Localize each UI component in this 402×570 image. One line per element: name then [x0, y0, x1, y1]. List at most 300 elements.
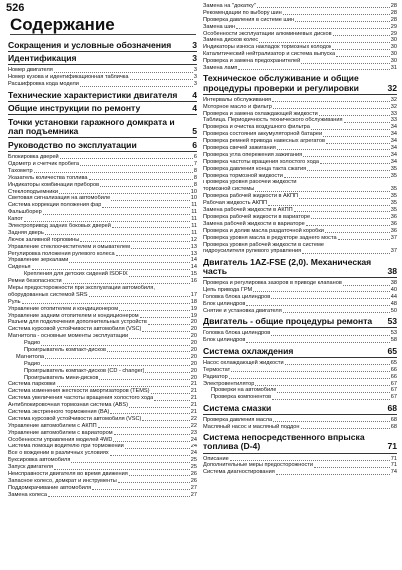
toc-entry-text: Интервалы обслуживания — [203, 96, 271, 103]
toc-entry-page: 27 — [190, 491, 197, 498]
toc-entry-page: 15 — [190, 271, 197, 278]
toc-dot-leader — [43, 214, 191, 215]
toc-entry-page: 20 — [190, 367, 197, 374]
toc-dot-leader — [89, 296, 190, 297]
toc-entry[interactable] — [8, 381, 197, 388]
toc-entry-text: Каталитический нейтрализатор и система выпуска — [203, 51, 336, 58]
toc-entry-page: 22 — [190, 415, 197, 422]
toc-entry[interactable] — [203, 193, 397, 200]
toc-entry-text: Проверка и долив масла раздаточной коробки — [203, 227, 324, 234]
toc-entry[interactable] — [203, 248, 397, 255]
toc-entry[interactable] — [8, 437, 197, 444]
toc-entry-page: 11 — [191, 223, 197, 229]
toc-dot-leader — [336, 56, 390, 57]
toc-dot-leader — [59, 193, 190, 194]
toc-section-heading[interactable] — [8, 91, 197, 100]
toc-dot-leader — [112, 227, 190, 228]
toc-dot-leader — [303, 156, 390, 157]
toc-entry[interactable] — [8, 223, 197, 230]
toc-entry-page: 20 — [190, 360, 197, 367]
toc-dot-leader — [129, 475, 190, 476]
toc-entry-text: Электровентилятор — [203, 380, 255, 387]
toc-entry[interactable] — [203, 462, 397, 469]
toc-entry-text: Проверка и регулировка зазоров в приводе клапанов — [203, 280, 342, 287]
toc-entry[interactable] — [203, 235, 397, 242]
toc-entry-page: 58 — [390, 337, 397, 344]
toc-entry-text: Головка блока цилиндров — [203, 293, 271, 300]
toc-entry[interactable] — [203, 159, 397, 166]
toc-entry[interactable] — [8, 154, 197, 161]
toc-entry-page: 71 — [390, 455, 397, 462]
toc-entry-text: Проверка компонентов — [211, 394, 272, 401]
toc-entry-page: 24 — [190, 450, 197, 457]
toc-entry[interactable] — [8, 464, 197, 471]
toc-entry-page: 44 — [390, 293, 397, 300]
toc-entry-text: Проверки на автомобиле — [211, 387, 277, 394]
toc-heading-page: 4 — [192, 89, 197, 100]
toc-entry[interactable] — [203, 58, 397, 65]
toc-dot-leader — [131, 248, 190, 249]
toc-dot-leader — [283, 312, 390, 313]
toc-entry-text: Запасное колесо, домкрат и инструменты — [8, 477, 117, 484]
toc-entry-page: 35 — [390, 172, 397, 179]
toc-entry-page: 26 — [190, 471, 197, 478]
toc-section-heading[interactable] — [8, 41, 197, 50]
toc-entry[interactable] — [203, 294, 397, 301]
toc-entry-text: Проверка рабочей жидкости в вариаторе — [203, 213, 311, 220]
toc-dot-leader — [89, 179, 193, 180]
toc-entry[interactable] — [8, 319, 197, 326]
toc-heading-text: Техническое обслуживание и общие процедуры проверки и регулировки — [203, 73, 359, 93]
toc-entry[interactable] — [8, 340, 197, 347]
toc-entry-page: 8 — [193, 181, 197, 188]
toc-entry-text: Буксировка автомобиля — [8, 457, 71, 464]
toc-entry[interactable] — [203, 308, 397, 315]
toc-entry-text: Антиблокировочная тормозная система (ABS) — [8, 402, 129, 409]
toc-entry[interactable] — [8, 457, 197, 464]
toc-dot-leader — [332, 49, 389, 50]
toc-entry-page: 34 — [390, 138, 397, 145]
toc-entry-text: Система помощи водителю при торможении — [8, 443, 124, 450]
toc-entry[interactable] — [8, 257, 197, 264]
toc-dot-leader — [154, 400, 190, 401]
toc-heading-text: Идентификация — [8, 53, 77, 64]
toc-entry-page: 67 — [390, 394, 397, 401]
toc-section-heading[interactable] — [203, 258, 397, 276]
toc-entry[interactable] — [8, 471, 197, 478]
toc-entry[interactable] — [8, 209, 197, 216]
toc-entry[interactable] — [203, 228, 397, 235]
toc-entry-page: 20 — [190, 374, 197, 381]
toc-entry[interactable] — [203, 469, 397, 476]
toc-section-heading[interactable] — [8, 104, 197, 113]
toc-entry-text: Моторное масло и фильтр — [203, 103, 272, 110]
toc-dot-leader — [253, 291, 390, 292]
toc-heading-text: Руководство по эксплуатации — [8, 139, 137, 150]
toc-entry-page: 3 — [193, 67, 197, 74]
toc-entry[interactable] — [203, 3, 397, 10]
toc-entry[interactable] — [203, 394, 397, 401]
toc-entry[interactable] — [8, 81, 197, 88]
toc-dot-leader — [306, 225, 390, 226]
toc-entry[interactable] — [8, 244, 197, 251]
toc-entry[interactable] — [8, 161, 197, 168]
toc-dot-leader — [271, 298, 390, 299]
toc-dot-leader — [54, 72, 193, 73]
toc-entry-text: Дополнительные меры предосторожности — [203, 462, 313, 469]
toc-dot-leader — [113, 441, 189, 442]
toc-entry[interactable] — [203, 124, 397, 131]
toc-entry[interactable] — [8, 74, 197, 81]
toc-entry[interactable] — [8, 175, 197, 182]
toc-dot-leader — [231, 371, 390, 372]
toc-dot-leader — [48, 496, 190, 497]
toc-entry-text: Электропривод задних боковых дверей — [8, 223, 111, 229]
toc-entry-page: 21 — [190, 381, 197, 388]
toc-entry[interactable] — [8, 416, 197, 423]
page-title: Содержание — [10, 15, 115, 34]
toc-entry-text: Проверка состояния аккумуляторной батареи — [203, 131, 323, 138]
toc-entry[interactable] — [203, 138, 397, 145]
toc-dot-leader — [129, 276, 190, 277]
toc-entry-text: Запуск двигателя — [8, 464, 54, 471]
toc-entry[interactable] — [8, 278, 197, 285]
toc-dot-leader — [272, 101, 390, 102]
toc-entry[interactable] — [8, 182, 197, 189]
toc-entry-text: Особенности управления моделей 4WD — [8, 436, 113, 443]
toc-dot-leader — [301, 63, 389, 64]
toc-entry[interactable] — [8, 168, 197, 175]
toc-dot-leader — [271, 335, 390, 336]
toc-entry[interactable] — [203, 330, 397, 337]
toc-entry[interactable] — [8, 354, 197, 361]
toc-entry[interactable] — [203, 367, 397, 374]
toc-entry[interactable] — [203, 10, 397, 17]
toc-entry[interactable] — [203, 131, 397, 138]
toc-entry[interactable] — [203, 51, 397, 58]
toc-entry[interactable] — [203, 374, 397, 381]
toc-entry-page: 13 — [190, 243, 197, 250]
toc-dot-leader — [80, 241, 189, 242]
toc-heading-page: 68 — [387, 402, 397, 413]
toc-dot-leader — [302, 253, 390, 254]
toc-entry[interactable] — [8, 368, 197, 375]
toc-dot-leader — [145, 372, 189, 373]
toc-dot-leader — [99, 379, 189, 380]
toc-entry-page: 21 — [190, 409, 197, 416]
toc-entry-text: Проверка и очистка воздушного фильтра — [203, 124, 310, 131]
toc-entry[interactable] — [8, 285, 197, 292]
toc-dot-leader — [125, 448, 190, 449]
toc-entry[interactable] — [203, 287, 397, 294]
toc-entry[interactable] — [8, 492, 197, 499]
toc-entry-text: Система курсовой устойчивости автомобиля (VSC) — [8, 415, 142, 422]
toc-entry[interactable] — [8, 189, 197, 196]
toc-entry-page: 10 — [190, 195, 197, 202]
toc-entry-page: 29 — [390, 23, 397, 30]
toc-entry[interactable] — [203, 104, 397, 111]
toc-entry[interactable] — [8, 375, 197, 382]
toc-heading-text: Общие инструкции по ремонту — [8, 103, 141, 114]
toc-section-heading[interactable] — [203, 347, 397, 356]
toc-dot-leader — [307, 170, 390, 171]
toc-dot-leader — [236, 28, 390, 29]
toc-dot-leader — [102, 207, 190, 208]
toc-dot-leader — [119, 310, 190, 311]
toc-dot-leader — [273, 421, 390, 422]
toc-entry-page: 66 — [390, 366, 397, 373]
toc-dot-leader — [142, 420, 189, 421]
toc-entry-page: 20 — [190, 340, 197, 347]
toc-dot-leader — [130, 79, 193, 80]
toc-dot-leader — [344, 122, 390, 123]
toc-entry-page: 74 — [390, 469, 397, 476]
toc-entry-page: 10 — [190, 188, 197, 195]
toc-section-heading[interactable] — [203, 74, 397, 92]
toc-entry[interactable] — [203, 381, 397, 388]
toc-entry[interactable] — [8, 361, 197, 368]
toc-entry-page: 35 — [390, 200, 397, 207]
toc-entry[interactable] — [8, 478, 197, 485]
toc-section-heading[interactable] — [203, 404, 397, 413]
toc-section-heading[interactable] — [203, 433, 397, 451]
toc-entry-page: 23 — [190, 429, 197, 436]
toc-dot-leader — [311, 218, 390, 219]
toc-entry-text: Все о вождении в различных условиях — [8, 450, 109, 457]
toc-entry-page: 25 — [190, 464, 197, 471]
toc-heading-page: 53 — [387, 316, 397, 327]
toc-entry-text: Проверка уровня рабочей жидкости в системе — [203, 241, 324, 248]
toc-entry-page: 28 — [390, 9, 397, 16]
toc-heading-text: Сокращения и условные обозначения — [8, 39, 172, 50]
toc-entry[interactable] — [8, 202, 197, 209]
toc-heading-page: 38 — [387, 266, 397, 276]
toc-entry-text: Замена шин — [203, 23, 235, 30]
toc-entry[interactable] — [8, 195, 197, 202]
toc-entry[interactable] — [203, 387, 397, 394]
toc-heading-rule — [203, 357, 397, 358]
toc-entry[interactable] — [8, 395, 197, 402]
toc-dot-leader — [71, 462, 189, 463]
toc-dot-leader — [45, 358, 190, 359]
toc-dot-leader — [259, 42, 390, 43]
toc-entry-text: Замена рабочей жидкости в вариаторе — [203, 220, 305, 227]
toc-entry[interactable] — [8, 347, 197, 354]
toc-entry-text: Управление автомобилем с вариатором — [8, 429, 113, 436]
toc-dot-leader — [301, 428, 390, 429]
toc-entry-text: Цепь привода ГРМ — [203, 287, 253, 294]
toc-entry[interactable] — [8, 326, 197, 333]
toc-entry-page: 20 — [190, 347, 197, 354]
toc-entry-text: Управление стеклоочистителем и омывателем — [8, 243, 130, 250]
toc-entry-text: Указатель количества топлива — [8, 174, 88, 181]
toc-entry-text: Руль — [8, 298, 21, 305]
toc-dot-leader — [34, 172, 193, 173]
toc-entry-text: Система курсовой устойчивости автомобиля (VSC) — [8, 326, 142, 333]
toc-entry-text: Замена ламп — [203, 65, 238, 71]
toc-entry-text: Особенности эксплуатации алюминиевых дисков — [203, 30, 332, 37]
toc-entry[interactable] — [203, 44, 397, 51]
toc-dot-leader — [273, 108, 390, 109]
toc-section-heading[interactable] — [8, 54, 197, 63]
toc-entry-text: Крепления для детских сидений ISOFIX — [24, 271, 128, 278]
toc-entry[interactable] — [8, 409, 197, 416]
toc-entry[interactable] — [203, 166, 397, 173]
toc-entry[interactable] — [203, 221, 397, 228]
toc-entry[interactable] — [8, 264, 197, 271]
toc-dot-leader — [229, 378, 390, 379]
toc-entry-text: Проверка и замена охлаждающей жидкости — [203, 110, 318, 117]
toc-entry[interactable] — [8, 237, 197, 244]
toc-entry[interactable] — [203, 200, 397, 207]
toc-heading-rule — [8, 137, 197, 138]
toc-entry[interactable] — [8, 402, 197, 409]
toc-entry[interactable] — [203, 301, 397, 308]
toc-entry[interactable] — [203, 360, 397, 367]
toc-entry[interactable] — [203, 17, 397, 24]
toc-section-heading[interactable] — [8, 141, 197, 150]
toc-dot-leader — [246, 305, 389, 306]
toc-entry[interactable] — [203, 186, 397, 193]
toc-entry[interactable] — [8, 423, 197, 430]
toc-entry[interactable] — [8, 430, 197, 437]
toc-entry-page: 7 — [193, 160, 197, 167]
toc-entry-page: 14 — [190, 264, 197, 271]
toc-dot-leader — [114, 434, 190, 435]
toc-heading-rule — [8, 114, 197, 115]
toc-heading-text: Система непосредственного впрыска топлива (D-4) — [203, 432, 365, 452]
toc-section-heading[interactable] — [8, 118, 197, 136]
toc-entry[interactable] — [8, 230, 197, 237]
toc-entry-text: Проигрыватель компакт-дисков — [24, 347, 106, 354]
toc-entry[interactable] — [203, 65, 397, 72]
toc-dot-leader — [60, 158, 193, 159]
toc-entry[interactable] — [203, 152, 397, 159]
toc-entry[interactable] — [203, 173, 397, 180]
toc-entry-page: 35 — [390, 165, 397, 172]
toc-dot-leader — [110, 413, 189, 414]
toc-entry[interactable] — [8, 67, 197, 74]
toc-entry[interactable] — [203, 31, 397, 38]
toc-entry-text: Проверка давления конца такта сжатия — [203, 165, 307, 172]
toc-dot-leader — [107, 351, 190, 352]
toc-entry[interactable] — [8, 388, 197, 395]
toc-entry[interactable] — [8, 444, 197, 451]
toc-dot-leader — [272, 399, 390, 400]
toc-entry-text: Задняя дверь — [8, 229, 44, 236]
toc-entry[interactable] — [203, 214, 397, 221]
toc-entry[interactable] — [8, 271, 197, 278]
toc-dot-leader — [54, 469, 190, 470]
toc-entry-page: 20 — [190, 326, 197, 333]
toc-entry[interactable] — [203, 417, 397, 424]
toc-entry-page: 29 — [390, 30, 397, 37]
toc-dot-leader — [343, 285, 390, 286]
toc-entry-text: Система парковки — [8, 381, 56, 388]
toc-entry[interactable] — [203, 180, 397, 187]
toc-entry-text: Ремни безопасности — [8, 278, 62, 285]
toc-entry[interactable] — [203, 337, 397, 344]
toc-entry-page: 11 — [191, 216, 197, 223]
toc-entry-page: 19 — [190, 305, 197, 312]
toc-entry-page: 33 — [390, 117, 397, 124]
toc-entry-page: 18 — [190, 298, 197, 305]
toc-entry[interactable] — [8, 292, 197, 299]
toc-dot-leader — [118, 482, 190, 483]
toc-heading-rule — [8, 151, 197, 152]
toc-entry-text: Капот — [8, 216, 23, 223]
toc-entry-text: Проверка рабочей жидкости в АКПП — [203, 193, 299, 200]
toc-entry[interactable] — [203, 97, 397, 104]
toc-dot-leader — [98, 427, 190, 428]
toc-entry[interactable] — [203, 111, 397, 118]
toc-dot-leader — [41, 365, 190, 366]
toc-entry[interactable] — [8, 251, 197, 258]
toc-heading-rule — [8, 101, 197, 102]
toc-entry-page: 36 — [390, 220, 397, 227]
toc-entry[interactable] — [8, 216, 197, 223]
toc-entry-text: Индикаторы износа накладок тормозных колодок — [203, 44, 332, 51]
toc-entry-page: 24 — [190, 436, 197, 443]
toc-entry-text: Проигрыватель компакт-дисков (CD - changer) — [24, 367, 145, 374]
toc-entry-page: 24 — [190, 443, 197, 450]
toc-entry[interactable] — [203, 24, 397, 31]
toc-entry[interactable] — [8, 333, 197, 340]
toc-entry-text: Блок цилиндров — [203, 337, 246, 344]
toc-entry-text: Замена рабочей жидкости в АКПП — [203, 207, 293, 214]
toc-entry-page: 28 — [390, 16, 397, 23]
toc-entry-text: Система экстренного торможения (BA) — [8, 409, 110, 416]
toc-dot-leader — [277, 149, 390, 150]
toc-entry[interactable] — [8, 313, 197, 320]
toc-dot-leader — [277, 392, 389, 393]
toc-entry-page: 21 — [190, 395, 197, 402]
toc-entry[interactable] — [203, 207, 397, 214]
toc-entry-page: 20 — [190, 333, 197, 340]
toc-entry-text: Рекомендации по выбору шин — [203, 9, 282, 16]
toc-entry[interactable] — [203, 145, 397, 152]
toc-entry[interactable] — [203, 456, 397, 463]
toc-entry[interactable] — [203, 424, 397, 431]
toc-column-left — [8, 38, 197, 499]
toc-dot-leader — [80, 165, 193, 166]
toc-dot-leader — [116, 255, 190, 256]
toc-entry[interactable] — [8, 306, 197, 313]
toc-dot-leader — [319, 115, 390, 116]
toc-entry-page: 32 — [390, 103, 397, 110]
toc-entry-text: Расшифровка кода модели — [8, 81, 79, 88]
toc-entry[interactable] — [203, 37, 397, 44]
toc-entry-page: 27 — [190, 484, 197, 491]
toc-entry-text: Блок цилиндров — [203, 300, 246, 307]
toc-entry[interactable] — [8, 450, 197, 457]
toc-entry[interactable] — [8, 299, 197, 306]
toc-entry-text: Таблица. Периодичность технического обслуживания — [203, 117, 343, 124]
toc-entry-page: 8 — [193, 174, 197, 181]
toc-entry-page: 30 — [390, 51, 397, 58]
toc-section-heading[interactable] — [203, 317, 397, 326]
toc-entry[interactable] — [203, 117, 397, 124]
toc-heading-rule — [203, 414, 397, 415]
toc-entry-text: Масляный насос и масляный поддон — [203, 423, 300, 430]
toc-entry-page: 68 — [390, 416, 397, 423]
toc-dot-leader — [129, 338, 190, 339]
toc-entry-text: Головка блока цилиндров — [203, 330, 271, 337]
toc-entry-text: Замена дисков колес — [203, 37, 259, 44]
toc-entry[interactable] — [203, 280, 397, 287]
toc-entry[interactable] — [203, 242, 397, 249]
toc-entry[interactable] — [8, 485, 197, 492]
